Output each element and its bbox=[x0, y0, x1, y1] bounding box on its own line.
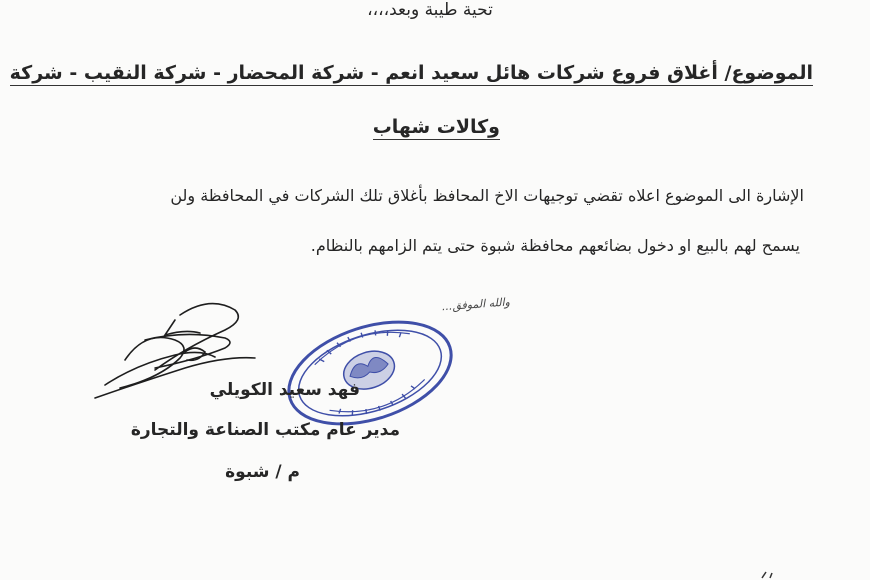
signer-title: مدير عام مكتب الصناعة والتجارة bbox=[130, 420, 400, 440]
body-line-2: يسمح لهم بالبيع او دخول بضائعهم محافظة شبوة حتى يتم الزامهم بالنظام. bbox=[310, 236, 800, 255]
closing-phrase: والله الموفق... bbox=[441, 295, 511, 314]
official-stamp-icon bbox=[280, 318, 460, 428]
subject-line-1 bbox=[9, 62, 813, 84]
body-line-1: الإشارة الى الموضوع اعلاه تقضي توجيهات الاخ المحافظ بأغلاق تلك الشركات في المحافظة ولن bbox=[170, 186, 804, 205]
subject-text-1: الموضوع/ أغلاق فروع شركات هائل سعيد انعم - شركة المحضار - شركة النقيب - شركة bbox=[9, 62, 813, 84]
subject-line-2 bbox=[300, 116, 500, 138]
subject-text-2: وكالات شهاب bbox=[372, 116, 500, 138]
edge-mark-icon bbox=[758, 566, 788, 580]
greeting-line: تحية طيبة وبعد،،،، bbox=[367, 0, 493, 20]
signer-name: فهد سعيد الكويلي bbox=[209, 380, 360, 400]
signer-place: م / شبوة bbox=[225, 462, 300, 482]
